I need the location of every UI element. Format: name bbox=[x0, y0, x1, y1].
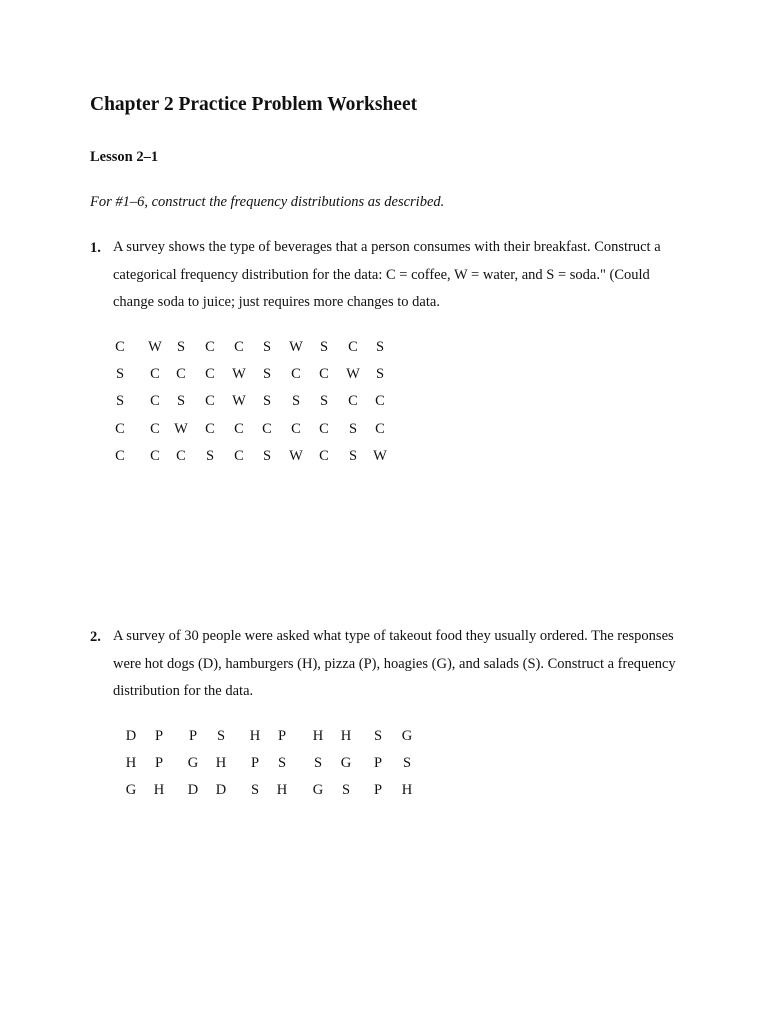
problem-text: A survey of 30 people were asked what type of takeout food they usually ordered. The responses were hot dogs (D), hamburgers (H), pizza (P), hoagies (G), and salads (S). Construct a frequency distribution for the data. bbox=[113, 628, 676, 699]
data-cell: C bbox=[375, 420, 385, 437]
data-cell: G bbox=[401, 728, 413, 744]
data-cell: D bbox=[125, 728, 137, 744]
data-cell: C bbox=[205, 339, 215, 355]
data-cell: C bbox=[205, 420, 215, 437]
problem-number: 1. bbox=[90, 240, 101, 256]
data-cell: P bbox=[373, 782, 383, 799]
problem-number: 2. bbox=[90, 629, 101, 645]
data-cell: S bbox=[319, 339, 329, 355]
data-cell: C bbox=[348, 393, 358, 410]
data-cell: S bbox=[373, 728, 383, 744]
data-cell: C bbox=[319, 366, 329, 383]
data-cell: C bbox=[375, 393, 385, 410]
data-cell: S bbox=[205, 447, 215, 464]
data-cell: C bbox=[234, 420, 244, 437]
data-cell: H bbox=[340, 728, 352, 744]
data-cell: P bbox=[154, 728, 164, 744]
data-cell: C bbox=[150, 393, 160, 410]
data-cell: S bbox=[291, 393, 301, 410]
data-cell: C bbox=[234, 339, 244, 355]
data-cell: C bbox=[205, 366, 215, 383]
data-cell: S bbox=[313, 755, 323, 772]
data-cell: S bbox=[176, 393, 186, 410]
data-cell: G bbox=[312, 782, 324, 799]
data-cell: H bbox=[153, 782, 165, 799]
data-cell: P bbox=[154, 755, 164, 772]
lesson-heading: Lesson 2–1 bbox=[90, 149, 159, 165]
data-cell: D bbox=[187, 782, 199, 799]
data-cell: P bbox=[277, 728, 287, 744]
data-cell: P bbox=[250, 755, 260, 772]
data-cell: C bbox=[319, 447, 329, 464]
data-cell: S bbox=[319, 393, 329, 410]
data-cell: S bbox=[176, 339, 186, 355]
data-cell: H bbox=[249, 728, 261, 744]
page-title: Chapter 2 Practice Problem Worksheet bbox=[90, 94, 418, 115]
data-cell: S bbox=[262, 366, 272, 383]
data-cell: H bbox=[276, 782, 288, 799]
data-cell: C bbox=[234, 447, 244, 464]
data-cell: P bbox=[188, 728, 198, 744]
data-cell: G bbox=[125, 782, 137, 799]
data-cell: C bbox=[205, 393, 215, 410]
data-cell: W bbox=[174, 420, 188, 437]
data-cell: C bbox=[176, 447, 186, 464]
data-cell: G bbox=[340, 755, 352, 772]
data-cell: C bbox=[150, 447, 160, 464]
data-cell: C bbox=[319, 420, 329, 437]
data-cell: C bbox=[115, 420, 125, 437]
data-cell: D bbox=[215, 782, 227, 799]
data-cell: S bbox=[115, 366, 125, 383]
data-cell: S bbox=[262, 339, 272, 355]
data-cell: H bbox=[125, 755, 137, 772]
instructions: For #1–6, construct the frequency distributions as described. bbox=[90, 194, 445, 210]
data-cell: W bbox=[373, 447, 387, 464]
data-cell: H bbox=[215, 755, 227, 772]
data-cell: C bbox=[115, 447, 125, 464]
data-cell: S bbox=[348, 420, 358, 437]
data-cell: C bbox=[262, 420, 272, 437]
problem-text: A survey shows the type of beverages that a person consumes with their breakfast. Construct a categorical frequency distribution for the data: C = coffee, W = water, and S = soda." (Could change soda to juice; just requires more changes to data. bbox=[113, 239, 661, 310]
data-cell: C bbox=[176, 366, 186, 383]
data-cell: G bbox=[187, 755, 199, 772]
data-cell: S bbox=[216, 728, 226, 744]
data-cell: S bbox=[250, 782, 260, 799]
data-cell: W bbox=[346, 366, 360, 383]
data-cell: S bbox=[262, 447, 272, 464]
data-cell: S bbox=[375, 366, 385, 383]
data-cell: C bbox=[291, 366, 301, 383]
data-cell: W bbox=[232, 366, 246, 383]
data-cell: W bbox=[148, 339, 162, 355]
data-cell: S bbox=[341, 782, 351, 799]
data-cell: S bbox=[262, 393, 272, 410]
data-cell: C bbox=[291, 420, 301, 437]
data-cell: H bbox=[401, 782, 413, 799]
data-cell: S bbox=[115, 393, 125, 410]
data-cell: W bbox=[289, 339, 303, 355]
data-cell: S bbox=[402, 755, 412, 772]
data-cell: P bbox=[373, 755, 383, 772]
data-cell: S bbox=[277, 755, 287, 772]
data-cell: C bbox=[150, 366, 160, 383]
data-cell: C bbox=[150, 420, 160, 437]
data-cell: W bbox=[289, 447, 303, 464]
data-cell: W bbox=[232, 393, 246, 410]
data-cell: H bbox=[312, 728, 324, 744]
data-cell: C bbox=[115, 339, 125, 355]
data-cell: C bbox=[348, 339, 358, 355]
data-cell: S bbox=[348, 447, 358, 464]
data-cell: S bbox=[375, 339, 385, 355]
